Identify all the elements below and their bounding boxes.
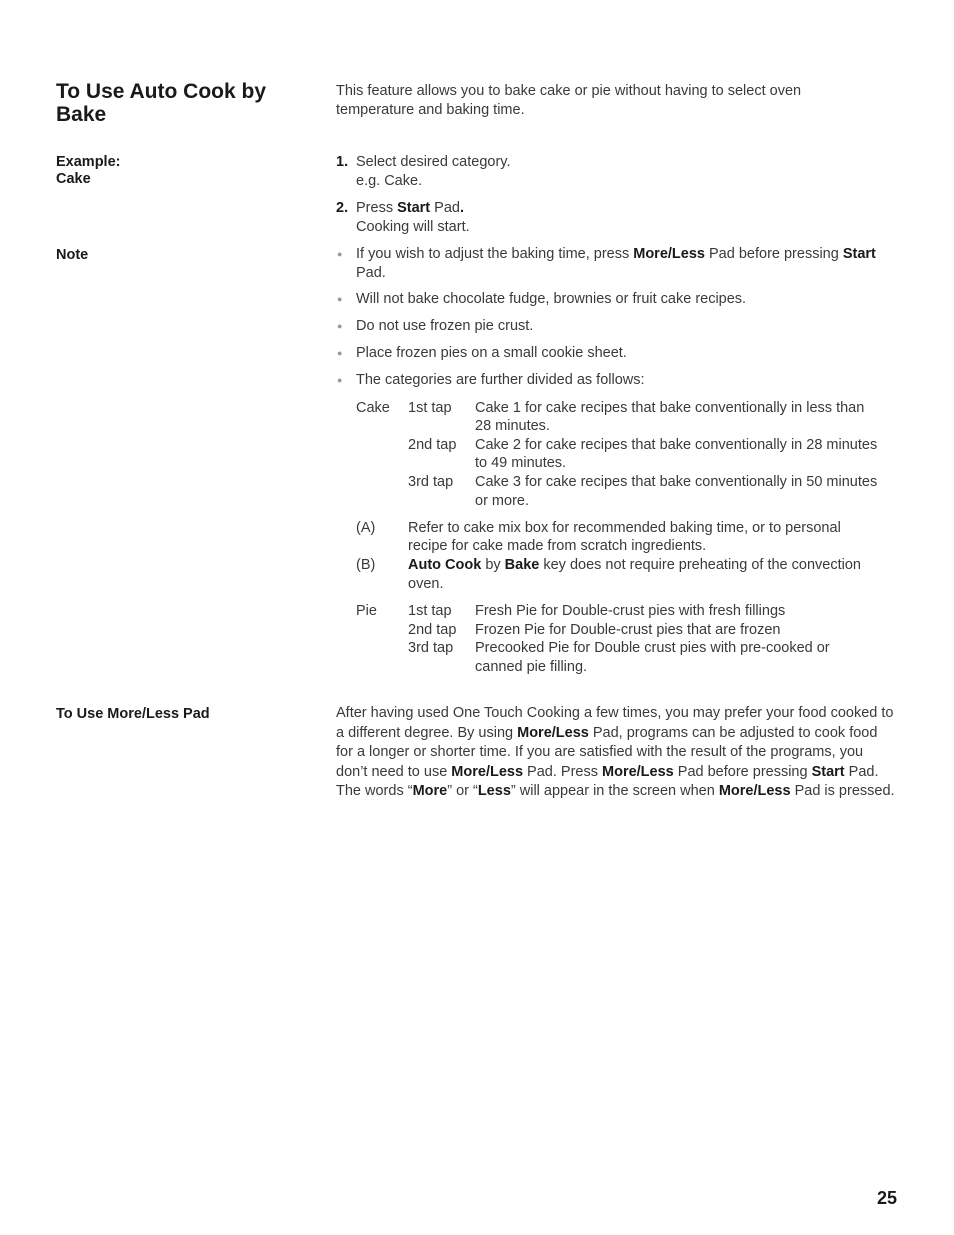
- step-2-line2: Cooking will start.: [356, 219, 470, 235]
- cake-tap: 2nd tap: [408, 437, 457, 453]
- remark-a-line1: Refer to cake mix box for recommended baking time, or to personal: [408, 520, 841, 536]
- bullet-icon: ●: [337, 294, 343, 304]
- remark-b-line1: Auto Cook by Bake key does not require preheating of the convection: [408, 557, 861, 573]
- cake-desc-line1: Cake 2 for cake recipes that bake conventionally in 28 minutes: [475, 437, 878, 453]
- pie-desc-line2: canned pie filling.: [475, 659, 588, 675]
- remark-b-line2: oven.: [408, 576, 444, 592]
- cake-desc-line2: or more.: [475, 493, 529, 509]
- cake-desc-line2: to 49 minutes.: [475, 455, 567, 471]
- step-1-line2: e.g. Cake.: [356, 173, 423, 189]
- pie-desc-line1: Fresh Pie for Double-crust pies with fresh fillings: [475, 603, 786, 619]
- pie-tap: 3rd tap: [408, 640, 454, 656]
- cake-tap: 3rd tap: [408, 474, 454, 490]
- page-number: 25: [876, 1188, 897, 1208]
- bullet-icon: ●: [337, 249, 343, 259]
- remark-b-label: (B): [356, 557, 376, 573]
- note-2: Will not bake chocolate fudge, brownies or fruit cake recipes.: [356, 291, 747, 307]
- moreless-label: To Use More/Less Pad: [56, 706, 210, 722]
- remark-a-line2: recipe for cake made from scratch ingredients.: [408, 538, 707, 554]
- remark-a-label: (A): [356, 520, 376, 536]
- bullet-icon: ●: [337, 375, 343, 385]
- note-4: Place frozen pies on a small cookie sheet.: [356, 345, 627, 361]
- pie-tap: 1st tap: [408, 603, 452, 619]
- step-2-line1: Press Start Pad.: [356, 200, 465, 216]
- note-label: Note: [56, 247, 89, 263]
- bullet-icon: ●: [337, 321, 343, 331]
- bullet-icon: ●: [337, 348, 343, 358]
- cake-label: Cake: [356, 400, 390, 416]
- note-1: If you wish to adjust the baking time, press More/Less Pad before pressing Start Pad.: [356, 246, 876, 281]
- example-sub: Cake: [56, 171, 91, 187]
- cake-tap: 1st tap: [408, 400, 452, 416]
- page-title: To Use Auto Cook by Bake: [56, 80, 266, 126]
- pie-tap: 2nd tap: [408, 622, 457, 638]
- example-label: Example:: [56, 154, 121, 170]
- pie-desc-line1: Precooked Pie for Double crust pies with pre-cooked or: [475, 640, 830, 656]
- note-5: The categories are further divided as follows:: [356, 372, 645, 388]
- cake-desc-line1: Cake 3 for cake recipes that bake conventionally in 50 minutes: [475, 474, 878, 490]
- cake-desc-line1: Cake 1 for cake recipes that bake conventionally in less than: [475, 400, 865, 416]
- pie-label: Pie: [356, 603, 377, 619]
- pie-desc-line1: Frozen Pie for Double-crust pies that are frozen: [475, 622, 781, 638]
- cake-desc-line2: 28 minutes.: [475, 418, 550, 434]
- moreless-paragraph: After having used One Touch Cooking a few times, you may prefer your food cooked to a different degree. By using More/Less Pad, programs can be adjusted to cook food for a longer or shorter time. If you are satisfied with the result of the programs, you don’t need to use More/Less Pad. Press More/Less Pad before pressing Start Pad. The words “More” or “Less” will appear in the screen when More/Less Pad is pressed.: [336, 705, 895, 800]
- step-1-line1: Select desired category.: [356, 154, 511, 170]
- step-2-number: 2.: [336, 200, 349, 216]
- note-3: Do not use frozen pie crust.: [356, 318, 534, 334]
- step-1-number: 1.: [336, 154, 349, 170]
- intro-text: This feature allows you to bake cake or pie without having to select oven temperature and baking time.: [336, 83, 802, 118]
